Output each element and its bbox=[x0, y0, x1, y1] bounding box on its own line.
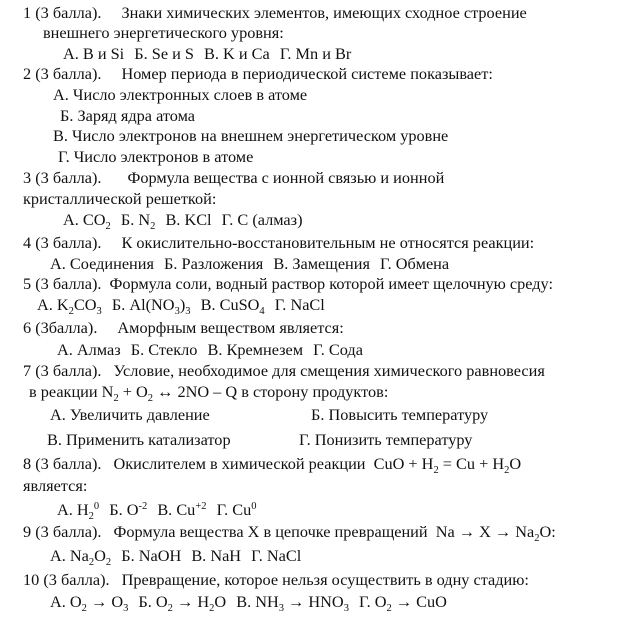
question-2-option-a: А. Число электронных слоев в атоме bbox=[53, 85, 308, 104]
formula-part: Г. Cu bbox=[216, 500, 252, 519]
equation-part: CuO + H bbox=[373, 454, 434, 473]
question-9-option-c: В. NaH bbox=[191, 546, 242, 565]
question-7-option-d: Г. Понизить температуру bbox=[299, 430, 473, 449]
question-6-number: 6 (3балла). bbox=[23, 318, 98, 337]
question-3-option-b bbox=[120, 210, 156, 232]
question-8-text-cont: является: bbox=[23, 476, 88, 495]
subscript: 2 bbox=[209, 603, 215, 614]
question-2 bbox=[23, 64, 493, 84]
question-1-option-c: В. K и Ca bbox=[204, 44, 270, 63]
subscript: 3 bbox=[123, 603, 129, 614]
question-3-options bbox=[63, 210, 309, 230]
equation-part: O bbox=[509, 454, 522, 473]
question-9-option-b: Б. NaOH bbox=[121, 546, 182, 565]
question-1 bbox=[23, 3, 527, 23]
question-9-text: Формула вещества X в цепочке превращений bbox=[113, 522, 428, 541]
question-8-option-c bbox=[157, 500, 206, 519]
question-2-option-d: Г. Число электронов в атоме bbox=[58, 147, 254, 166]
question-7-text: Условие, необходимое для смещения химического равновесия bbox=[113, 361, 545, 380]
question-3 bbox=[23, 168, 444, 188]
question-2-option-c: В. Число электронов на внешнем энергетическом уровне bbox=[53, 126, 449, 145]
question-3-text-cont: кристаллической решеткой: bbox=[23, 189, 217, 208]
question-9-number: 9 (3 балла). bbox=[23, 522, 102, 541]
reaction-part: ↔ 2NO – Q в сторону продуктов: bbox=[153, 382, 389, 401]
formula-part: А. Na bbox=[50, 546, 89, 565]
question-10-options bbox=[50, 592, 453, 612]
question-10-option-a bbox=[50, 592, 129, 614]
question-6-options bbox=[57, 340, 369, 360]
question-10-number: 10 (3 балла). bbox=[23, 570, 110, 589]
question-5-option-d: Г. NaCl bbox=[274, 295, 325, 314]
subscript: 3 bbox=[174, 306, 180, 317]
formula-part: → CuO bbox=[391, 592, 447, 611]
question-9-option-d: Г. NaCl bbox=[251, 546, 302, 565]
question-10-text: Превращение, которое нельзя осуществить в одну стадию: bbox=[121, 570, 529, 589]
question-9 bbox=[23, 522, 556, 542]
question-3-option-d: Г. C (алмаз) bbox=[221, 210, 303, 229]
question-1-option-d: Г. Mn и Br bbox=[279, 44, 352, 63]
question-9-options bbox=[50, 546, 307, 566]
question-4-option-a: А. Соединения bbox=[50, 254, 154, 273]
question-4-option-c: В. Замещения bbox=[273, 254, 370, 273]
subscript: 2 bbox=[113, 393, 119, 404]
question-6-option-d: Г. Сода bbox=[313, 340, 363, 359]
formula-part: А. K bbox=[37, 295, 69, 314]
question-5-number: 5 (3 балла). bbox=[23, 274, 102, 293]
question-6 bbox=[23, 318, 344, 338]
chain-part: O: bbox=[539, 522, 556, 541]
question-5-text: Формула соли, водный раствор которой имеет щелочную среду: bbox=[109, 274, 554, 293]
question-8 bbox=[23, 454, 521, 474]
question-3-text: Формула вещества с ионной связью и ионной bbox=[127, 168, 445, 187]
option-b-formula: Б. N bbox=[120, 210, 151, 229]
formula-part: CO bbox=[73, 295, 97, 314]
question-7-option-a: А. Увеличить давление bbox=[50, 405, 210, 424]
question-8-number: 8 (3 балла). bbox=[23, 454, 102, 473]
question-8-options bbox=[57, 500, 263, 520]
question-1-option-a: А. B и Si bbox=[63, 44, 125, 63]
formula-part: А. O bbox=[50, 592, 82, 611]
subscript: 2 bbox=[504, 465, 510, 476]
question-7-reaction bbox=[29, 382, 388, 402]
question-4-options bbox=[50, 254, 455, 274]
question-2-option-b: Б. Заряд ядра атома bbox=[60, 106, 196, 125]
question-6-option-a: А. Алмаз bbox=[57, 340, 121, 359]
subscript: 2 bbox=[433, 465, 439, 476]
question-10-option-b bbox=[138, 592, 227, 614]
question-2-number: 2 (3 балла). bbox=[23, 64, 102, 83]
subscript: 2 bbox=[147, 393, 154, 404]
formula-part: → H bbox=[172, 592, 210, 611]
reaction-part: в реакции N bbox=[29, 382, 114, 401]
question-2-text: Номер периода в периодической системе показывает: bbox=[121, 64, 493, 83]
question-4-text: К окислительно-восстановительным не относятся реакции: bbox=[121, 233, 535, 252]
superscript: -2 bbox=[138, 501, 148, 512]
reaction-part: + O bbox=[118, 382, 148, 401]
superscript: 0 bbox=[251, 501, 257, 512]
subscript: 2 bbox=[386, 603, 392, 614]
question-9-option-a bbox=[50, 546, 112, 568]
question-4-option-b: Б. Разложения bbox=[164, 254, 264, 273]
question-7-option-b: Б. Повысить температуру bbox=[311, 405, 489, 424]
formula-part: В. CuSO bbox=[200, 295, 260, 314]
question-10-option-d bbox=[359, 592, 447, 614]
question-8-option-a bbox=[57, 500, 100, 522]
question-7 bbox=[23, 361, 545, 381]
subscript: 2 bbox=[68, 306, 74, 317]
question-1-options bbox=[63, 44, 357, 64]
question-8-option-d bbox=[217, 500, 257, 519]
formula-part: → HNO bbox=[283, 592, 344, 611]
formula-part: В. Cu bbox=[157, 500, 196, 519]
formula-part: O bbox=[94, 546, 106, 565]
question-8-equation bbox=[373, 454, 522, 476]
chain-part: Na → X → Na bbox=[435, 522, 535, 541]
subscript: 2 bbox=[105, 221, 111, 232]
question-6-option-b: Б. Стекло bbox=[130, 340, 198, 359]
formula-part: Б. O bbox=[109, 500, 139, 519]
subscript: 2 bbox=[88, 511, 94, 522]
question-1-text-cont: внешнего энергетического уровня: bbox=[43, 23, 284, 42]
subscript: 2 bbox=[534, 533, 540, 544]
subscript: 3 bbox=[343, 603, 349, 614]
question-8-text: Окислителем в химической реакции bbox=[113, 454, 366, 473]
question-3-option-a bbox=[63, 210, 111, 232]
question-5-options bbox=[37, 295, 331, 315]
question-4-number: 4 (3 балла). bbox=[23, 233, 102, 252]
subscript: 2 bbox=[150, 221, 156, 232]
question-8-option-b bbox=[109, 500, 147, 519]
subscript: 3 bbox=[278, 603, 284, 614]
subscript: 4 bbox=[259, 306, 265, 317]
subscript: 2 bbox=[105, 557, 112, 568]
question-1-option-b: Б. Se и S bbox=[134, 44, 194, 63]
formula-part: ) bbox=[179, 295, 186, 314]
question-5-option-c bbox=[200, 295, 265, 317]
question-1-number: 1 (3 балла). bbox=[23, 3, 102, 22]
question-5-option-a bbox=[37, 295, 102, 317]
equation-part: = Cu + H bbox=[438, 454, 505, 473]
question-5-option-b bbox=[111, 295, 191, 317]
formula-part: O bbox=[214, 592, 227, 611]
superscript: 0 bbox=[93, 501, 100, 512]
subscript: 2 bbox=[88, 557, 95, 568]
question-4-option-d: Г. Обмена bbox=[380, 254, 450, 273]
formula-part: Б. Al(NO bbox=[111, 295, 175, 314]
formula-part: Г. O bbox=[359, 592, 387, 611]
question-10-option-c bbox=[236, 592, 349, 614]
formula-part: → O bbox=[86, 592, 124, 611]
question-5 bbox=[23, 274, 553, 294]
question-1-text: Знаки химических элементов, имеющих сходное строение bbox=[121, 3, 527, 22]
question-7-number: 7 (3 балла). bbox=[23, 361, 102, 380]
formula-part: Б. O bbox=[138, 592, 168, 611]
subscript: 2 bbox=[81, 603, 87, 614]
question-9-chain bbox=[435, 522, 556, 544]
question-7-option-c: В. Применить катализатор bbox=[47, 430, 231, 449]
question-3-number: 3 (3 балла). bbox=[23, 168, 102, 187]
question-6-option-c: В. Кремнезем bbox=[207, 340, 304, 359]
subscript: 2 bbox=[167, 603, 173, 614]
question-4 bbox=[23, 233, 534, 253]
superscript: +2 bbox=[195, 501, 207, 512]
formula-part: В. NH bbox=[236, 592, 279, 611]
question-6-text: Аморфным веществом является: bbox=[117, 318, 344, 337]
subscript: 3 bbox=[185, 306, 191, 317]
formula-part: А. H bbox=[57, 500, 89, 519]
question-10 bbox=[23, 570, 529, 590]
option-a-formula: А. CO bbox=[63, 210, 106, 229]
question-3-option-c: В. KCl bbox=[165, 210, 212, 229]
subscript: 3 bbox=[96, 306, 102, 317]
